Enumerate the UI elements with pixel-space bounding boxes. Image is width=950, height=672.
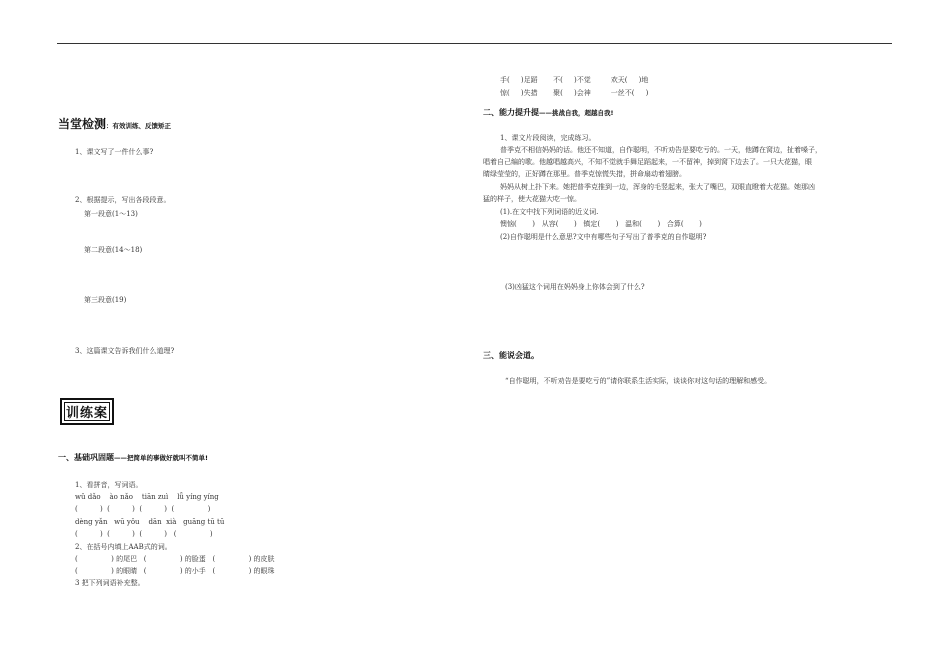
question-2: 2、根据提示，写出各段段意。 xyxy=(75,196,171,204)
sub-question-1: (1).在文中找下列词语的近义词. xyxy=(500,208,599,216)
synonym-row: 懊恼( ) 从容( ) 镇定( ) 温和( ) 合算( ) xyxy=(500,220,702,228)
passage-line-5: 猛的样子，使大花猫大吃一惊。 xyxy=(483,195,581,203)
speak-title: 三、能说会道。 xyxy=(483,351,539,360)
basic-q1: 1、看拼音，写词语。 xyxy=(75,481,143,489)
aab-row-2: ( ) 的眼睛 ( ) 的小手 ( ) 的眼珠 xyxy=(75,567,275,575)
ability-subtitle: ——挑战自我，超越自我! xyxy=(539,109,614,117)
passage-line-2: 唱着自己编的歌。他越唱越高兴，不知不觉就手舞足蹈起来，一不留神，掉到窝下边去了。一只大花猫，眼 xyxy=(483,158,812,166)
segment-2: 第二段意(14～18) xyxy=(84,246,143,254)
basic-q2: 2、在括号内填上AAB式的词。 xyxy=(75,543,172,551)
check-subtitle: ：有效训练、反馈矫正 xyxy=(106,122,172,130)
section-title-check xyxy=(58,117,171,133)
practice-section-box xyxy=(60,398,114,425)
pinyin-row-2: dèng yǎn wū yǒu dān xià guāng tū tū xyxy=(75,518,225,526)
pinyin-row-1: wǔ dǎo ào nǎo tiān zuì lǚ yíng yíng xyxy=(75,493,219,501)
passage-line-4: 妈妈从树上扑下来。她把普季克推到一边，浑身的毛竖起来，张大了嘴巴，双眼直瞪着大花猫。她那凶 xyxy=(500,183,815,191)
basic-subtitle: ——把简单的事做好就叫不简单! xyxy=(114,454,208,462)
sub-question-3: (3)凶猛这个词用在妈妈身上你体会到了什么? xyxy=(505,283,645,291)
reading-q1: 1、课文片段阅读，完成练习。 xyxy=(500,134,596,142)
sub-question-2: (2)自作聪明是什么意思?文中有哪些句子写出了普季克的自作聪明? xyxy=(500,233,707,241)
passage-line-1: 普季克不相信妈妈的话。他还不知道，自作聪明，不听劝告是要吃亏的。一天，他蹲在窝边，扯着嗓子， xyxy=(500,146,822,154)
question-3: 3、这篇课文告诉我们什么道理? xyxy=(75,347,175,355)
ability-title: 二、能力提升提 xyxy=(483,108,539,117)
check-title: 当堂检测 xyxy=(58,117,107,131)
basic-q3: 3 把下列词语补充整。 xyxy=(75,579,145,587)
ability-section-title xyxy=(483,108,613,118)
fill-row-1: 手( )足蹈 不( )不觉 欢天( )地 xyxy=(500,76,649,84)
blank-row-2: ( ) ( ) ( ) ( ) xyxy=(75,530,213,538)
basic-title: 一、基础巩固题 xyxy=(58,453,114,462)
segment-3: 第三段意(19) xyxy=(84,296,127,304)
fill-row-2: 惊( )失措 聚( )会神 一丝不( ) xyxy=(500,89,649,97)
practice-title: 训练案 xyxy=(64,402,110,421)
segment-1: 第一段意(1～13) xyxy=(84,210,138,218)
speak-prompt: “自作聪明，不听劝告是要吃亏的”请你联系生活实际，谈谈你对这句话的理解和感受。 xyxy=(505,377,772,385)
header-rule xyxy=(57,43,892,44)
blank-row-1: ( ) ( ) ( ) ( ) xyxy=(75,505,211,513)
basic-section-title xyxy=(58,453,208,463)
passage-line-3: 睛绿莹莹的，正好蹲在那里。普季克惊慌失措，拼命扇动着翅膀。 xyxy=(483,170,686,178)
aab-row-1: ( ) 的尾巴 ( ) 的脸蛋 ( ) 的皮肤 xyxy=(75,555,275,563)
question-1: 1、课文写了一件什么事? xyxy=(75,148,154,156)
